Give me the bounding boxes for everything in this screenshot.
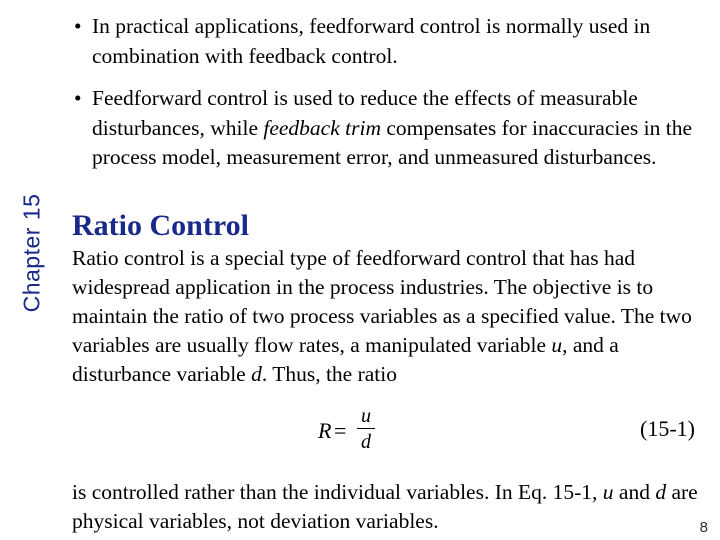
paragraph xyxy=(72,244,704,389)
paragraph-text: . Thus, the ratio xyxy=(261,362,397,386)
paragraph xyxy=(72,478,704,536)
bullet-item xyxy=(72,84,714,173)
variable-d: d xyxy=(655,480,667,504)
equation-fraction xyxy=(356,404,376,455)
bullet-marker: • xyxy=(74,14,82,38)
fraction-numerator: u xyxy=(361,405,371,427)
paragraph-text: , and a disturbance variable xyxy=(72,333,619,386)
paragraph-text: is controlled rather than the individual variables. In Eq. 15-1, xyxy=(72,480,603,504)
variable-u: u xyxy=(551,333,563,357)
bullet-text-post: compensates for inaccuracies in the process model, measurement error, and unmeasured disturbances. xyxy=(92,115,693,169)
page-number: 8 xyxy=(699,519,708,536)
paragraph-text: and xyxy=(613,480,656,504)
bullet-item xyxy=(72,12,714,71)
fraction-denominator: d xyxy=(361,431,371,453)
variable-u: u xyxy=(602,480,614,504)
bullet-text: In practical applications, feedforward control is normally used in combination with feedback control. xyxy=(92,14,651,68)
bullet-marker: • xyxy=(74,86,82,110)
variable-d: d xyxy=(251,362,262,386)
paragraph-text: Ratio control is a special type of feedforward control that has had widespread application in the process industries. The objective is to maintain the ratio of two process variables as a specified value. The two variables are usually flow rates, a manipulated variable xyxy=(72,246,692,357)
paragraph-text: are physical variables, not deviation variables. xyxy=(72,480,698,533)
sidebar xyxy=(0,0,56,540)
equation-equals: = xyxy=(334,418,347,443)
bullet-text-pre: Feedforward control is used to reduce the effects of measurable disturbances, while xyxy=(92,86,638,140)
equation-number: (15-1) xyxy=(640,416,695,441)
section-heading: Ratio Control xyxy=(72,209,249,242)
chapter-label: Chapter 15 xyxy=(18,193,45,313)
equation-lhs: R xyxy=(318,418,332,443)
bullet-text-emphasis: feedback trim xyxy=(263,115,381,140)
